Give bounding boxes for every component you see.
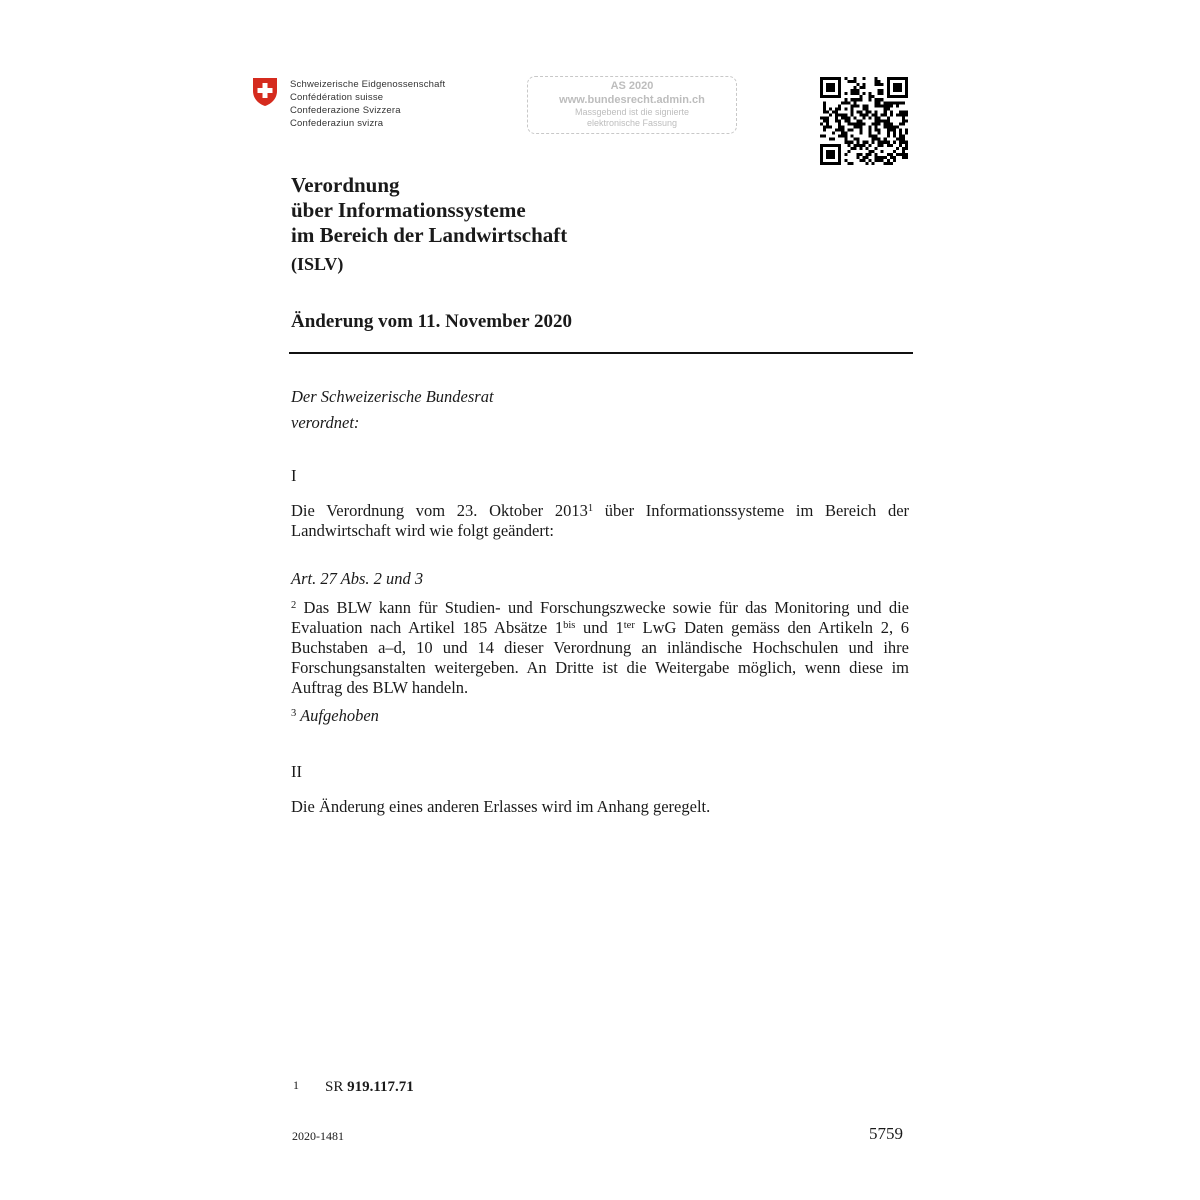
section-number: I xyxy=(291,466,297,485)
gov-line: Confederazione Svizzera xyxy=(290,105,401,116)
article-heading: Art. 27 Abs. 2 und 3 xyxy=(291,569,424,588)
paragraph-text: und 1 xyxy=(575,618,624,637)
page-number: 5759 xyxy=(869,1124,903,1143)
footnote-text xyxy=(325,1079,414,1096)
preamble-line: verordnet: xyxy=(291,413,360,432)
document-code: 2020-1481 xyxy=(292,1129,344,1143)
confederation-names xyxy=(290,78,445,130)
paragraph-number: 2 xyxy=(291,600,297,611)
intro-paragraph xyxy=(291,501,909,541)
swiss-crest-logo xyxy=(252,77,278,107)
amendment-date: Änderung vom 11. November 2020 xyxy=(291,311,572,332)
document-title xyxy=(291,173,567,248)
footnote-reference: 919.117.71 xyxy=(347,1079,414,1095)
gov-line: Schweizerische Eidgenossenschaft xyxy=(290,79,446,90)
publication-stamp xyxy=(527,76,737,134)
footnote-number: 1 xyxy=(293,1078,299,1092)
paragraph-2 xyxy=(291,598,909,698)
footnote-marker: 1 xyxy=(587,503,594,514)
qr-code xyxy=(820,77,908,165)
paragraph-text: Das BLW kann für Studien- und Forschungszwecke sowie für das Monitoring und die Evaluation nach Artikel 185 Absätze 1 xyxy=(291,598,909,637)
preamble xyxy=(291,384,494,436)
intro-text: Die Verordnung vom 23. Oktober 2013 xyxy=(291,501,588,520)
gov-line: Confederaziun svizra xyxy=(290,118,384,129)
gov-line: Confédération suisse xyxy=(290,92,384,103)
document-abbreviation: (ISLV) xyxy=(291,254,344,274)
superscript: bis xyxy=(563,620,576,631)
footnote-prefix: SR xyxy=(325,1079,348,1095)
closing-paragraph: Die Änderung eines anderen Erlasses wird im Anhang geregelt. xyxy=(291,797,711,816)
title-line: im Bereich der Landwirtschaft xyxy=(291,223,568,247)
title-divider xyxy=(289,352,913,354)
preamble-line: Der Schweizerische Bundesrat xyxy=(291,387,494,406)
intro-text: über Informationssysteme im Bereich der Landwirtschaft wird wie folgt geändert: xyxy=(291,501,910,540)
paragraph-number: 3 xyxy=(291,708,297,719)
stamp-url: www.bundesrecht.admin.ch xyxy=(559,94,705,106)
title-line: Verordnung xyxy=(291,173,400,197)
stamp-note: Massgebend ist die signierte xyxy=(574,107,690,117)
title-line: über Informationssysteme xyxy=(291,198,526,222)
paragraph-3 xyxy=(291,706,909,726)
stamp-collection: AS 2020 xyxy=(610,80,654,92)
superscript: ter xyxy=(623,620,635,631)
stamp-note: elektronische Fassung xyxy=(586,118,678,128)
section-number: II xyxy=(291,762,302,781)
paragraph-text: LwG Daten gemäss den Artikeln 2, 6 Buchstaben a–d, 10 und 14 dieser Verordnung an inländische Hochschulen und ihre Forschungsanstalten weitergeben. An Dritte ist die Weitergabe möglich, wenn diese im Auftrag des BLW handeln. xyxy=(291,618,910,697)
repealed-label: Aufgehoben xyxy=(296,706,379,725)
